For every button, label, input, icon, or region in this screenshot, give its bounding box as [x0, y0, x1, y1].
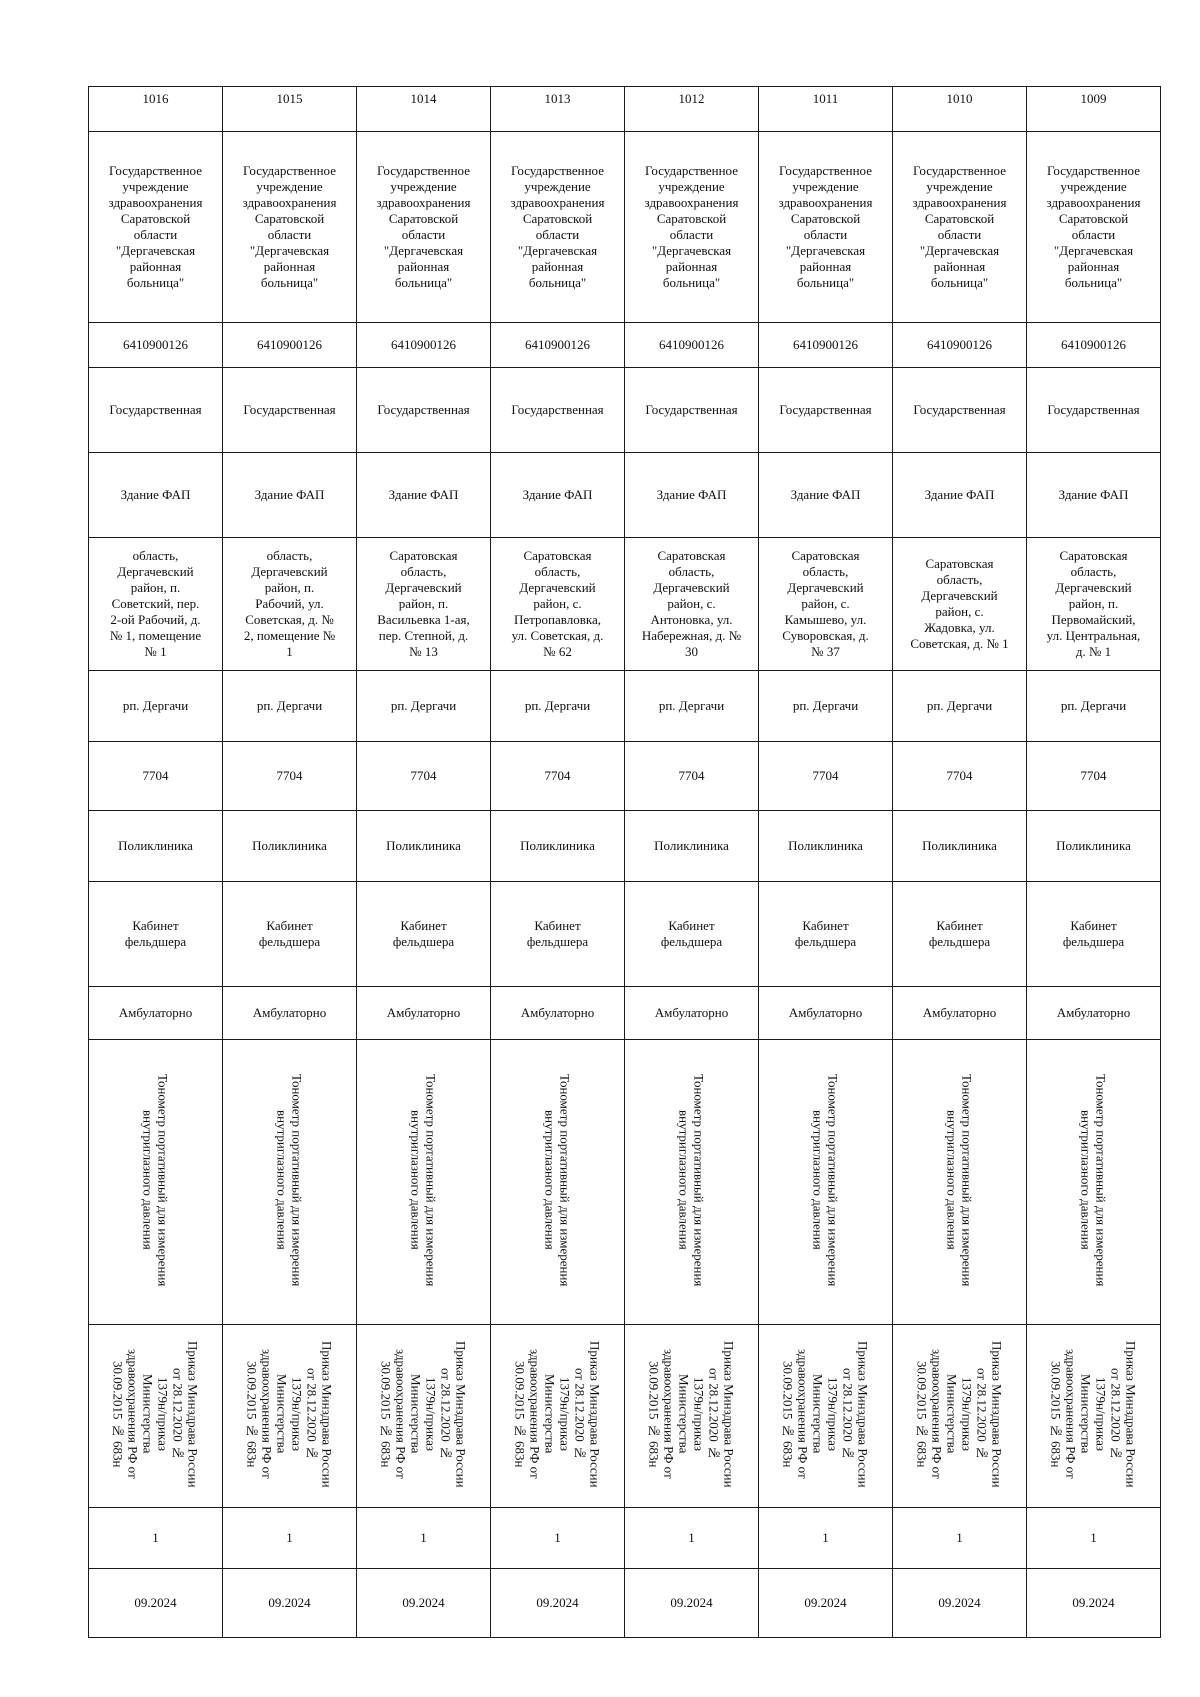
- unit-type-text: Поликлиника: [118, 838, 193, 853]
- organization-text: Государственное учреждение здравоохранения Саратовской области "Дергачевская районная больница": [376, 163, 471, 290]
- building-type-text: Здание ФАП: [1058, 487, 1129, 502]
- locality-text: рп. Дергачи: [926, 698, 993, 713]
- care-form-text: Амбулаторно: [386, 1005, 461, 1020]
- organization-cell: [357, 132, 491, 323]
- inn-text: 6410900126: [659, 337, 724, 352]
- legal-basis-text: Приказ Минздрава России от 28.12.2020 № 1379н/приказ Министерства здравоохранения РФ от 30.09.2015 № 683н: [110, 1340, 201, 1488]
- address-cell: [625, 538, 759, 671]
- building-type-cell: [625, 453, 759, 538]
- inn-cell: [759, 323, 893, 368]
- cabinet-text: Кабинет фельдшера: [258, 918, 321, 949]
- table-row: [89, 671, 1161, 742]
- record-number-text: 1013: [544, 91, 571, 106]
- quantity-text: 1: [554, 1530, 561, 1545]
- care-form-cell: [223, 987, 357, 1040]
- building-type-text: Здание ФАП: [522, 487, 593, 502]
- locality-cell: [1027, 671, 1161, 742]
- organization-cell: [625, 132, 759, 323]
- inn-cell: [491, 323, 625, 368]
- ownership-form-cell: [89, 368, 223, 453]
- equipment-name-cell: [1027, 1040, 1161, 1325]
- address-text: область, Дергачевский район, п. Советский, пер. 2-ой Рабочий, д. № 1, помещение № 1: [109, 548, 202, 659]
- table-row: [89, 132, 1161, 323]
- cabinet-text: Кабинет фельдшера: [660, 918, 723, 949]
- code-cell: [357, 742, 491, 811]
- address-text: Саратовская область, Дергачевский район, с. Антоновка, ул. Набережная, д. № 30: [641, 548, 742, 659]
- code-text: 7704: [1080, 768, 1107, 783]
- address-text: Саратовская область, Дергачевский район, с. Петропавловка, ул. Советская, д. № 62: [511, 548, 604, 659]
- ownership-form-text: Государственная: [913, 402, 1006, 417]
- quantity-text: 1: [420, 1530, 427, 1545]
- ownership-form-cell: [893, 368, 1027, 453]
- inn-text: 6410900126: [1061, 337, 1126, 352]
- locality-cell: [893, 671, 1027, 742]
- cabinet-cell: [89, 882, 223, 987]
- cabinet-text: Кабинет фельдшера: [928, 918, 991, 949]
- cabinet-cell: [357, 882, 491, 987]
- equipment-name-cell: [357, 1040, 491, 1325]
- organization-text: Государственное учреждение здравоохранения Саратовской области "Дергачевская районная больница": [242, 163, 337, 290]
- record-number-cell: [223, 87, 357, 132]
- building-type-text: Здание ФАП: [120, 487, 191, 502]
- unit-type-cell: [893, 811, 1027, 882]
- equipment-name-cell: [491, 1040, 625, 1325]
- table-row: [89, 87, 1161, 132]
- record-number-cell: [759, 87, 893, 132]
- code-cell: [491, 742, 625, 811]
- cabinet-cell: [223, 882, 357, 987]
- legal-basis-cell: [357, 1325, 491, 1508]
- building-type-text: Здание ФАП: [388, 487, 459, 502]
- equipment-name-text: Тонометр портативный для измерения внутриглазного давления: [140, 1073, 171, 1287]
- locality-cell: [357, 671, 491, 742]
- address-text: область, Дергачевский район, п. Рабочий, ул. Советская, д. № 2, помещение № 1: [243, 548, 336, 659]
- date-cell: [625, 1569, 759, 1638]
- care-form-cell: [89, 987, 223, 1040]
- care-form-text: Амбулаторно: [118, 1005, 193, 1020]
- unit-type-cell: [223, 811, 357, 882]
- address-text: Саратовская область, Дергачевский район, п. Первомайский, ул. Центральная, д. № 1: [1046, 548, 1141, 659]
- locality-cell: [89, 671, 223, 742]
- code-text: 7704: [410, 768, 437, 783]
- legal-basis-cell: [625, 1325, 759, 1508]
- equipment-name-text: Тонометр портативный для измерения внутриглазного давления: [274, 1073, 305, 1287]
- table-row: [89, 811, 1161, 882]
- equipment-name-cell: [759, 1040, 893, 1325]
- care-form-cell: [491, 987, 625, 1040]
- code-cell: [759, 742, 893, 811]
- code-text: 7704: [946, 768, 973, 783]
- date-text: 09.2024: [670, 1595, 713, 1610]
- equipment-name-cell: [625, 1040, 759, 1325]
- equipment-name-text: Тонометр портативный для измерения внутриглазного давления: [676, 1073, 707, 1287]
- inn-text: 6410900126: [525, 337, 590, 352]
- unit-type-text: Поликлиника: [386, 838, 461, 853]
- ownership-form-cell: [625, 368, 759, 453]
- legal-basis-cell: [759, 1325, 893, 1508]
- inn-text: 6410900126: [793, 337, 858, 352]
- locality-text: рп. Дергачи: [792, 698, 859, 713]
- code-text: 7704: [142, 768, 169, 783]
- table-row: [89, 1508, 1161, 1569]
- care-form-text: Амбулаторно: [654, 1005, 729, 1020]
- locality-cell: [491, 671, 625, 742]
- ownership-form-text: Государственная: [511, 402, 604, 417]
- ownership-form-text: Государственная: [779, 402, 872, 417]
- unit-type-cell: [759, 811, 893, 882]
- equipment-name-text: Тонометр портативный для измерения внутриглазного давления: [542, 1073, 573, 1287]
- locality-text: рп. Дергачи: [390, 698, 457, 713]
- legal-basis-cell: [491, 1325, 625, 1508]
- address-cell: [357, 538, 491, 671]
- quantity-text: 1: [1090, 1530, 1097, 1545]
- cabinet-text: Кабинет фельдшера: [794, 918, 857, 949]
- record-number-text: 1010: [946, 91, 973, 106]
- cabinet-text: Кабинет фельдшера: [1062, 918, 1125, 949]
- care-form-text: Амбулаторно: [520, 1005, 595, 1020]
- quantity-text: 1: [822, 1530, 829, 1545]
- date-text: 09.2024: [402, 1595, 445, 1610]
- cabinet-cell: [1027, 882, 1161, 987]
- organization-cell: [223, 132, 357, 323]
- care-form-cell: [357, 987, 491, 1040]
- locality-text: рп. Дергачи: [122, 698, 189, 713]
- inn-cell: [893, 323, 1027, 368]
- table-row: [89, 323, 1161, 368]
- code-cell: [223, 742, 357, 811]
- quantity-cell: [625, 1508, 759, 1569]
- building-type-cell: [759, 453, 893, 538]
- organization-cell: [491, 132, 625, 323]
- ownership-form-text: Государственная: [377, 402, 470, 417]
- ownership-form-cell: [223, 368, 357, 453]
- code-cell: [625, 742, 759, 811]
- unit-type-cell: [1027, 811, 1161, 882]
- record-number-text: 1016: [142, 91, 169, 106]
- cabinet-text: Кабинет фельдшера: [526, 918, 589, 949]
- equipment-name-cell: [223, 1040, 357, 1325]
- address-cell: [759, 538, 893, 671]
- unit-type-text: Поликлиника: [520, 838, 595, 853]
- quantity-cell: [1027, 1508, 1161, 1569]
- organization-cell: [759, 132, 893, 323]
- organization-text: Государственное учреждение здравоохранения Саратовской области "Дергачевская районная больница": [510, 163, 605, 290]
- building-type-cell: [89, 453, 223, 538]
- date-cell: [759, 1569, 893, 1638]
- table-row: [89, 368, 1161, 453]
- care-form-text: Амбулаторно: [922, 1005, 997, 1020]
- legal-basis-text: Приказ Минздрава России от 28.12.2020 № 1379н/приказ Министерства здравоохранения РФ от 30.09.2015 № 683н: [780, 1340, 871, 1488]
- code-cell: [893, 742, 1027, 811]
- building-type-text: Здание ФАП: [924, 487, 995, 502]
- address-cell: [491, 538, 625, 671]
- date-text: 09.2024: [134, 1595, 177, 1610]
- cabinet-cell: [491, 882, 625, 987]
- organization-cell: [89, 132, 223, 323]
- ownership-form-cell: [491, 368, 625, 453]
- legal-basis-text: Приказ Минздрава России от 28.12.2020 № 1379н/приказ Министерства здравоохранения РФ от 30.09.2015 № 683н: [1048, 1340, 1139, 1488]
- record-number-cell: [89, 87, 223, 132]
- locality-text: рп. Дергачи: [256, 698, 323, 713]
- record-number-text: 1011: [812, 91, 839, 106]
- unit-type-cell: [357, 811, 491, 882]
- record-number-text: 1009: [1080, 91, 1107, 106]
- table-body: [89, 87, 1161, 1638]
- date-cell: [1027, 1569, 1161, 1638]
- ownership-form-cell: [1027, 368, 1161, 453]
- code-text: 7704: [678, 768, 705, 783]
- care-form-cell: [759, 987, 893, 1040]
- legal-basis-cell: [223, 1325, 357, 1508]
- equipment-name-cell: [89, 1040, 223, 1325]
- legal-basis-text: Приказ Минздрава России от 28.12.2020 № 1379н/приказ Министерства здравоохранения РФ от 30.09.2015 № 683н: [244, 1340, 335, 1488]
- organization-text: Государственное учреждение здравоохранения Саратовской области "Дергачевская районная больница": [644, 163, 739, 290]
- date-text: 09.2024: [938, 1595, 981, 1610]
- legal-basis-cell: [1027, 1325, 1161, 1508]
- address-text: Саратовская область, Дергачевский район, п. Васильевка 1-ая, пер. Степной, д. № 13: [377, 548, 470, 659]
- inn-text: 6410900126: [391, 337, 456, 352]
- quantity-text: 1: [286, 1530, 293, 1545]
- code-text: 7704: [276, 768, 303, 783]
- table-row: [89, 987, 1161, 1040]
- care-form-text: Амбулаторно: [252, 1005, 327, 1020]
- equipment-name-text: Тонометр портативный для измерения внутриглазного давления: [408, 1073, 439, 1287]
- date-cell: [893, 1569, 1027, 1638]
- building-type-cell: [223, 453, 357, 538]
- inn-cell: [223, 323, 357, 368]
- cabinet-text: Кабинет фельдшера: [392, 918, 455, 949]
- date-cell: [223, 1569, 357, 1638]
- equipment-name-text: Тонометр портативный для измерения внутриглазного давления: [1078, 1073, 1109, 1287]
- date-text: 09.2024: [536, 1595, 579, 1610]
- inn-cell: [1027, 323, 1161, 368]
- legal-basis-text: Приказ Минздрава России от 28.12.2020 № 1379н/приказ Министерства здравоохранения РФ от 30.09.2015 № 683н: [914, 1340, 1005, 1488]
- date-cell: [357, 1569, 491, 1638]
- quantity-text: 1: [688, 1530, 695, 1545]
- equipment-name-text: Тонометр портативный для измерения внутриглазного давления: [810, 1073, 841, 1287]
- table-row: [89, 1325, 1161, 1508]
- date-text: 09.2024: [268, 1595, 311, 1610]
- unit-type-cell: [625, 811, 759, 882]
- address-cell: [223, 538, 357, 671]
- care-form-text: Амбулаторно: [788, 1005, 863, 1020]
- address-cell: [893, 538, 1027, 671]
- unit-type-text: Поликлиника: [922, 838, 997, 853]
- quantity-cell: [357, 1508, 491, 1569]
- organization-text: Государственное учреждение здравоохранения Саратовской области "Дергачевская районная больница": [912, 163, 1007, 290]
- ownership-form-cell: [759, 368, 893, 453]
- address-text: Саратовская область, Дергачевский район, с. Камышево, ул. Суворовская, д. № 37: [782, 548, 869, 659]
- quantity-cell: [89, 1508, 223, 1569]
- inn-cell: [625, 323, 759, 368]
- inn-text: 6410900126: [927, 337, 992, 352]
- table-row: [89, 882, 1161, 987]
- organization-text: Государственное учреждение здравоохранения Саратовской области "Дергачевская районная больница": [1046, 163, 1141, 290]
- ownership-form-text: Государственная: [243, 402, 336, 417]
- building-type-cell: [1027, 453, 1161, 538]
- inn-cell: [357, 323, 491, 368]
- locality-text: рп. Дергачи: [658, 698, 725, 713]
- unit-type-cell: [89, 811, 223, 882]
- record-number-cell: [1027, 87, 1161, 132]
- record-number-cell: [357, 87, 491, 132]
- record-number-cell: [625, 87, 759, 132]
- building-type-cell: [491, 453, 625, 538]
- ownership-form-cell: [357, 368, 491, 453]
- date-cell: [89, 1569, 223, 1638]
- quantity-cell: [223, 1508, 357, 1569]
- unit-type-text: Поликлиника: [654, 838, 729, 853]
- code-text: 7704: [544, 768, 571, 783]
- care-form-cell: [1027, 987, 1161, 1040]
- building-type-text: Здание ФАП: [656, 487, 727, 502]
- building-type-cell: [357, 453, 491, 538]
- cabinet-cell: [893, 882, 1027, 987]
- record-number-text: 1012: [678, 91, 705, 106]
- quantity-cell: [759, 1508, 893, 1569]
- equipment-name-cell: [893, 1040, 1027, 1325]
- organization-text: Государственное учреждение здравоохранения Саратовской области "Дергачевская районная больница": [108, 163, 203, 290]
- locality-text: рп. Дергачи: [524, 698, 591, 713]
- equipment-table: [88, 86, 1161, 1638]
- address-cell: [89, 538, 223, 671]
- organization-cell: [893, 132, 1027, 323]
- inn-text: 6410900126: [257, 337, 322, 352]
- date-text: 09.2024: [1072, 1595, 1115, 1610]
- legal-basis-text: Приказ Минздрава России от 28.12.2020 № 1379н/приказ Министерства здравоохранения РФ от 30.09.2015 № 683н: [646, 1340, 737, 1488]
- equipment-name-text: Тонометр портативный для измерения внутриглазного давления: [944, 1073, 975, 1287]
- legal-basis-cell: [893, 1325, 1027, 1508]
- quantity-text: 1: [956, 1530, 963, 1545]
- building-type-text: Здание ФАП: [254, 487, 325, 502]
- table-row: [89, 538, 1161, 671]
- address-text: Саратовская область, Дергачевский район, с. Жадовка, ул. Советская, д. № 1: [910, 556, 1009, 651]
- address-cell: [1027, 538, 1161, 671]
- quantity-text: 1: [152, 1530, 159, 1545]
- table-row: [89, 742, 1161, 811]
- legal-basis-cell: [89, 1325, 223, 1508]
- code-cell: [1027, 742, 1161, 811]
- unit-type-text: Поликлиника: [252, 838, 327, 853]
- care-form-cell: [893, 987, 1027, 1040]
- locality-text: рп. Дергачи: [1060, 698, 1127, 713]
- cabinet-cell: [625, 882, 759, 987]
- locality-cell: [223, 671, 357, 742]
- legal-basis-text: Приказ Минздрава России от 28.12.2020 № 1379н/приказ Министерства здравоохранения РФ от 30.09.2015 № 683н: [512, 1340, 603, 1488]
- legal-basis-text: Приказ Минздрава России от 28.12.2020 № 1379н/приказ Министерства здравоохранения РФ от 30.09.2015 № 683н: [378, 1340, 469, 1488]
- code-cell: [89, 742, 223, 811]
- cabinet-text: Кабинет фельдшера: [124, 918, 187, 949]
- ownership-form-text: Государственная: [1047, 402, 1140, 417]
- unit-type-text: Поликлиника: [1056, 838, 1131, 853]
- unit-type-cell: [491, 811, 625, 882]
- organization-cell: [1027, 132, 1161, 323]
- record-number-text: 1014: [410, 91, 437, 106]
- record-number-cell: [491, 87, 625, 132]
- building-type-text: Здание ФАП: [790, 487, 861, 502]
- quantity-cell: [893, 1508, 1027, 1569]
- date-text: 09.2024: [804, 1595, 847, 1610]
- organization-text: Государственное учреждение здравоохранения Саратовской области "Дергачевская районная больница": [778, 163, 873, 290]
- inn-text: 6410900126: [123, 337, 188, 352]
- care-form-text: Амбулаторно: [1056, 1005, 1131, 1020]
- locality-cell: [625, 671, 759, 742]
- ownership-form-text: Государственная: [645, 402, 738, 417]
- table-row: [89, 1040, 1161, 1325]
- ownership-form-text: Государственная: [109, 402, 202, 417]
- inn-cell: [89, 323, 223, 368]
- unit-type-text: Поликлиника: [788, 838, 863, 853]
- code-text: 7704: [812, 768, 839, 783]
- building-type-cell: [893, 453, 1027, 538]
- record-number-text: 1015: [276, 91, 303, 106]
- locality-cell: [759, 671, 893, 742]
- table-row: [89, 1569, 1161, 1638]
- table-row: [89, 453, 1161, 538]
- date-cell: [491, 1569, 625, 1638]
- cabinet-cell: [759, 882, 893, 987]
- record-number-cell: [893, 87, 1027, 132]
- quantity-cell: [491, 1508, 625, 1569]
- care-form-cell: [625, 987, 759, 1040]
